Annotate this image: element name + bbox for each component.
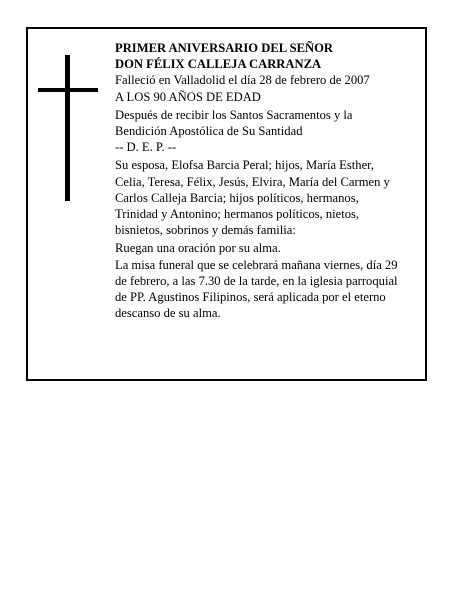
obituary-notice (26, 27, 427, 381)
mass-line-4: descanso de su alma. (115, 306, 221, 321)
notice-text (115, 40, 421, 321)
sacraments-line-1: Después de recibir los Santos Sacramentos y la (115, 107, 353, 122)
mass-line-1: La misa funeral que se celebrará mañana viernes, día 29 (115, 257, 398, 272)
age-line: A LOS 90 AÑOS DE EDAD (115, 89, 261, 104)
family-line-1: Su esposa, Elofsa Barcia Peral; hijos, María Esther, (115, 158, 375, 173)
heading-line-1: PRIMER ANIVERSARIO DEL SEÑOR (115, 41, 333, 55)
prayer-line: Ruegan una oración por su alma. (115, 241, 281, 256)
mass-line-2: de febrero, a las 7.30 de la tarde, en la iglesia parroquial (115, 273, 398, 288)
family-line-5: bisnietos, sobrinos y demás familia: (115, 223, 296, 238)
cross-icon (38, 55, 98, 201)
family-line-3: Carlos Calleja Barcia; hijos políticos, hermanos, (115, 190, 359, 205)
cross-vertical-bar (65, 55, 70, 201)
heading-line-2: DON FÉLIX CALLEJA CARRANZA (115, 57, 322, 72)
family-line-2: Celia, Teresa, Félix, Jesús, Elvira, María del Carmen y (115, 174, 390, 189)
death-date-line: Falleció en Valladolid el día 28 de febrero de 2007 (115, 73, 370, 88)
mass-line-3: de PP. Agustinos Filipinos, será aplicada por el eterno (115, 290, 386, 305)
dep-line: -- D. E. P. -- (115, 140, 177, 155)
sacraments-line-2: Bendición Apostólica de Su Santidad (115, 124, 303, 139)
family-line-4: Trinidad y Antonino; hermanos políticos, nietos, (115, 207, 360, 222)
cross-horizontal-bar (38, 88, 98, 92)
